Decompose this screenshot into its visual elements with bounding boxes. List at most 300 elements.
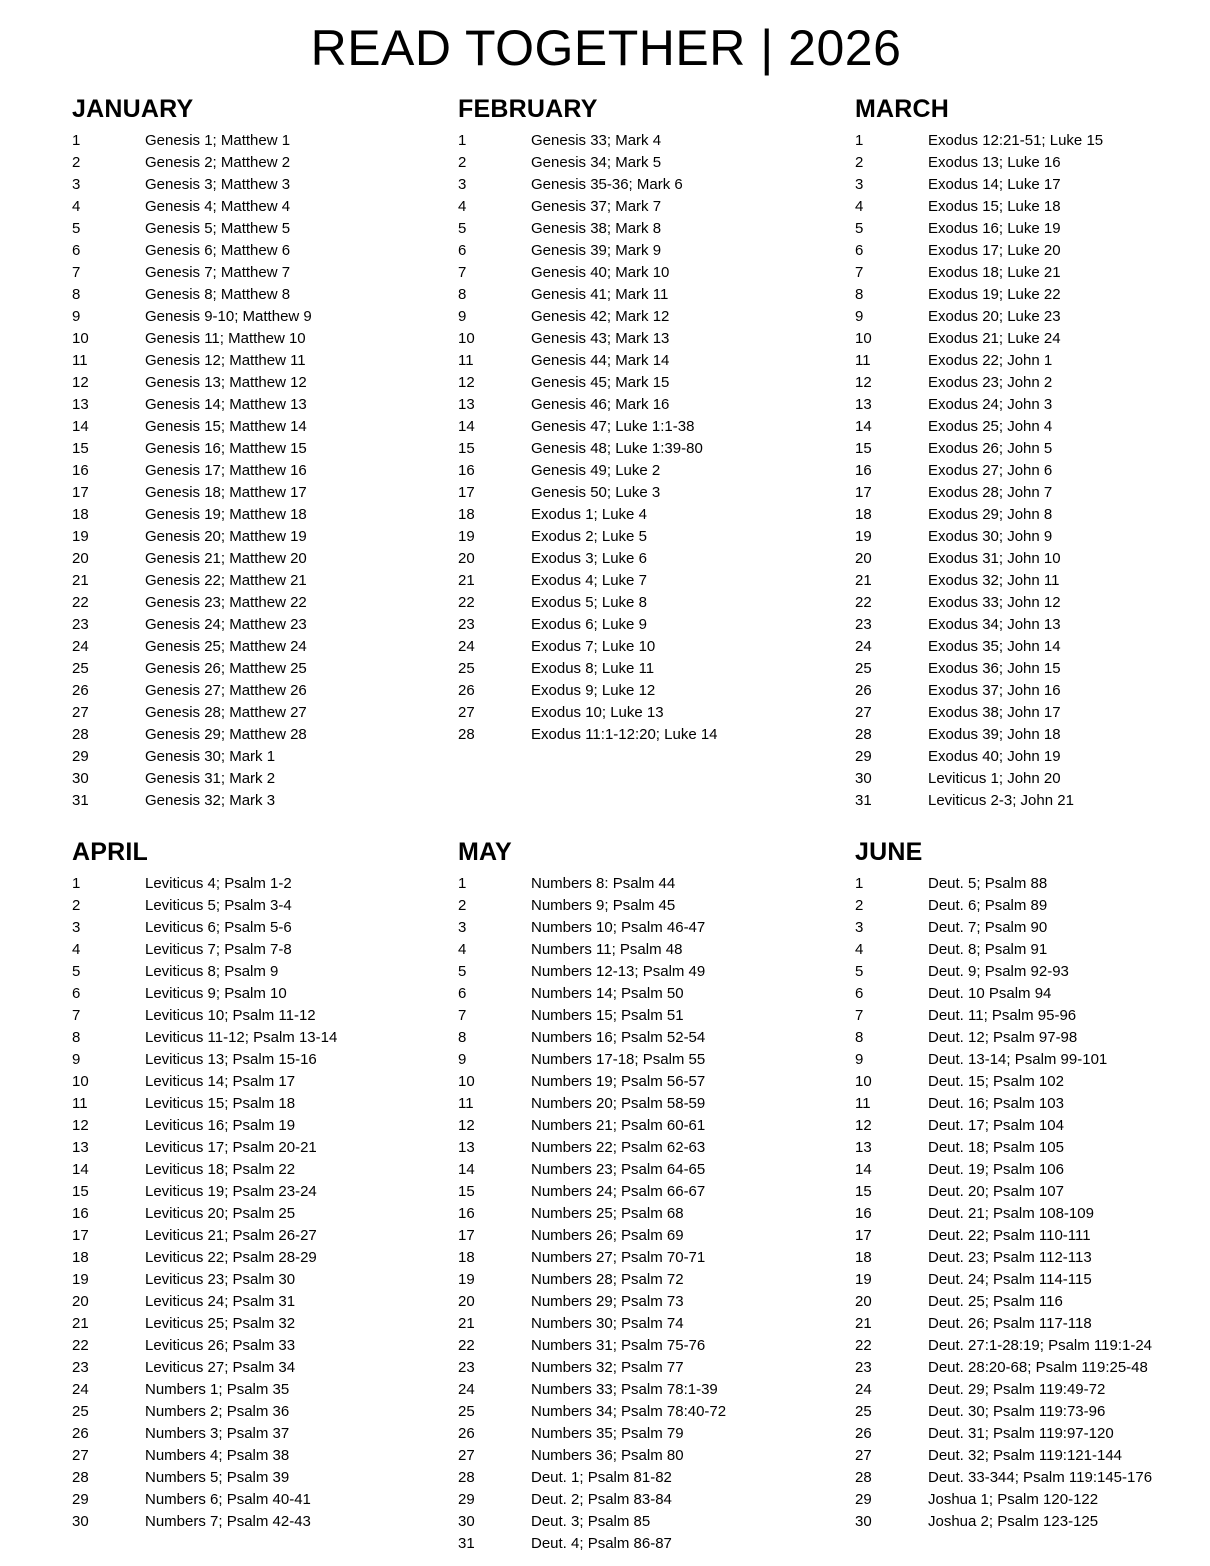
day-number: 23 — [458, 616, 475, 633]
reading-text: Numbers 21; Psalm 60-61 — [531, 1117, 706, 1134]
day-number: 10 — [72, 330, 89, 347]
month-block-march — [855, 96, 1170, 839]
reading-text: Numbers 7; Psalm 42-43 — [145, 1513, 311, 1530]
day-number: 15 — [458, 440, 475, 457]
day-number: 4 — [855, 941, 864, 958]
reading-row — [855, 1225, 1170, 1247]
reading-row — [855, 702, 1170, 724]
reading-row — [72, 130, 458, 152]
reading-row — [458, 1445, 855, 1467]
reading-text: Leviticus 23; Psalm 30 — [145, 1271, 296, 1288]
reading-text: Genesis 13; Matthew 12 — [145, 374, 307, 391]
day-number: 3 — [855, 919, 864, 936]
reading-text: Genesis 7; Matthew 7 — [145, 264, 291, 281]
reading-row — [855, 262, 1170, 284]
reading-text: Genesis 38; Mark 8 — [531, 220, 662, 237]
reading-row — [72, 917, 458, 939]
reading-row — [855, 1445, 1170, 1467]
reading-row — [458, 724, 855, 746]
reading-text: Exodus 14; Luke 17 — [928, 176, 1061, 193]
reading-text: Genesis 37; Mark 7 — [531, 198, 662, 215]
reading-text: Exodus 34; John 13 — [928, 616, 1061, 633]
day-number: 7 — [855, 1007, 864, 1024]
day-number: 31 — [855, 792, 872, 809]
day-number: 17 — [855, 484, 872, 501]
reading-text: Leviticus 16; Psalm 19 — [145, 1117, 296, 1134]
reading-text: Genesis 3; Matthew 3 — [145, 176, 291, 193]
reading-row — [855, 1203, 1170, 1225]
reading-row — [855, 1379, 1170, 1401]
day-number: 28 — [72, 726, 89, 743]
reading-text: Genesis 18; Matthew 17 — [145, 484, 307, 501]
day-number: 5 — [855, 963, 864, 980]
reading-row — [458, 895, 855, 917]
reading-row — [855, 1093, 1170, 1115]
reading-row — [72, 460, 458, 482]
reading-text: Deut. 21; Psalm 108-109 — [928, 1205, 1094, 1222]
day-number: 9 — [72, 1051, 81, 1068]
reading-text: Leviticus 26; Psalm 33 — [145, 1337, 296, 1354]
reading-row — [72, 790, 458, 812]
reading-text: Deut. 22; Psalm 110-111 — [928, 1227, 1091, 1244]
reading-text: Genesis 1; Matthew 1 — [145, 132, 291, 149]
reading-text: Deut. 26; Psalm 117-118 — [928, 1315, 1092, 1332]
reading-text: Genesis 45; Mark 15 — [531, 374, 670, 391]
reading-text: Leviticus 14; Psalm 17 — [145, 1073, 296, 1090]
day-number: 15 — [855, 440, 872, 457]
reading-row — [458, 1225, 855, 1247]
reading-row — [72, 372, 458, 394]
reading-text: Exodus 22; John 1 — [928, 352, 1053, 369]
reading-text: Genesis 30; Mark 1 — [145, 748, 276, 765]
reading-row — [72, 526, 458, 548]
reading-text: Deut. 27:1-28:19; Psalm 119:1-24 — [928, 1337, 1153, 1354]
reading-row — [458, 218, 855, 240]
day-number: 26 — [855, 682, 872, 699]
day-number: 22 — [72, 1337, 89, 1354]
day-number: 11 — [458, 1095, 474, 1112]
day-number: 1 — [458, 875, 467, 892]
reading-row — [458, 592, 855, 614]
reading-text: Genesis 40; Mark 10 — [531, 264, 670, 281]
reading-row — [72, 1071, 458, 1093]
day-number: 20 — [855, 1293, 872, 1310]
reading-row — [458, 636, 855, 658]
reading-row — [72, 1247, 458, 1269]
page-title: READ TOGETHER | 2026 — [310, 20, 902, 76]
day-number: 24 — [72, 1381, 89, 1398]
reading-row — [72, 1511, 458, 1533]
day-number: 9 — [72, 308, 81, 325]
day-number: 7 — [855, 264, 864, 281]
reading-row — [72, 284, 458, 306]
reading-row — [855, 350, 1170, 372]
reading-row — [855, 1071, 1170, 1093]
reading-row — [72, 939, 458, 961]
day-number: 1 — [458, 132, 467, 149]
day-number: 16 — [458, 1205, 475, 1222]
day-number: 1 — [855, 875, 864, 892]
reading-row — [72, 895, 458, 917]
day-number: 11 — [855, 352, 871, 369]
reading-row — [855, 658, 1170, 680]
reading-text: Numbers 8: Psalm 44 — [531, 875, 676, 892]
reading-row — [72, 1379, 458, 1401]
day-number: 15 — [855, 1183, 872, 1200]
day-number: 29 — [72, 748, 89, 765]
reading-text: Numbers 27; Psalm 70-71 — [531, 1249, 706, 1266]
reading-text: Numbers 12-13; Psalm 49 — [531, 963, 706, 980]
reading-text: Deut. 19; Psalm 106 — [928, 1161, 1064, 1178]
month-entries — [458, 130, 855, 746]
day-number: 12 — [72, 1117, 89, 1134]
reading-text: Exodus 38; John 17 — [928, 704, 1061, 721]
day-number: 2 — [72, 897, 81, 914]
day-number: 3 — [72, 176, 81, 193]
month-block-february — [458, 96, 855, 839]
reading-text: Deut. 10 Psalm 94 — [928, 985, 1052, 1002]
day-number: 8 — [72, 1029, 81, 1046]
reading-row — [72, 1335, 458, 1357]
reading-text: Numbers 36; Psalm 80 — [531, 1447, 684, 1464]
reading-row — [72, 961, 458, 983]
reading-text: Exodus 24; John 3 — [928, 396, 1053, 413]
day-number: 12 — [855, 1117, 872, 1134]
reading-text: Leviticus 20; Psalm 25 — [145, 1205, 296, 1222]
day-number: 3 — [855, 176, 864, 193]
reading-row — [72, 592, 458, 614]
day-number: 23 — [458, 1359, 475, 1376]
reading-text: Exodus 40; John 19 — [928, 748, 1061, 765]
day-number: 19 — [855, 528, 872, 545]
day-number: 5 — [458, 220, 467, 237]
reading-text: Numbers 14; Psalm 50 — [531, 985, 684, 1002]
reading-text: Genesis 22; Matthew 21 — [145, 572, 307, 589]
reading-row — [72, 1269, 458, 1291]
reading-row — [72, 570, 458, 592]
reading-text: Genesis 6; Matthew 6 — [145, 242, 291, 259]
day-number: 3 — [458, 176, 467, 193]
reading-text: Exodus 33; John 12 — [928, 594, 1061, 611]
reading-text: Deut. 25; Psalm 116 — [928, 1293, 1063, 1310]
reading-row — [72, 1181, 458, 1203]
reading-row — [855, 306, 1170, 328]
day-number: 13 — [458, 396, 475, 413]
reading-text: Leviticus 13; Psalm 15-16 — [145, 1051, 317, 1068]
day-number: 26 — [855, 1425, 872, 1442]
day-number: 18 — [855, 506, 872, 523]
day-number: 8 — [855, 1029, 864, 1046]
reading-row — [72, 1203, 458, 1225]
reading-row — [855, 1247, 1170, 1269]
month-entries — [855, 873, 1170, 1533]
day-number: 25 — [72, 1403, 89, 1420]
month-header: APRIL — [72, 838, 148, 866]
reading-row — [458, 1115, 855, 1137]
reading-text: Joshua 2; Psalm 123-125 — [928, 1513, 1099, 1530]
reading-text: Exodus 1; Luke 4 — [531, 506, 647, 523]
reading-text: Exodus 23; John 2 — [928, 374, 1053, 391]
day-number: 18 — [458, 506, 475, 523]
reading-row — [72, 218, 458, 240]
reading-row — [458, 1379, 855, 1401]
reading-row — [855, 130, 1170, 152]
day-number: 21 — [458, 572, 475, 589]
day-number: 6 — [855, 985, 864, 1002]
reading-text: Numbers 9; Psalm 45 — [531, 897, 676, 914]
day-number: 29 — [72, 1491, 89, 1508]
reading-row — [458, 1467, 855, 1489]
reading-text: Numbers 11; Psalm 48 — [531, 941, 683, 958]
day-number: 11 — [72, 1095, 88, 1112]
day-number: 22 — [458, 594, 475, 611]
day-number: 22 — [458, 1337, 475, 1354]
day-number: 14 — [855, 1161, 872, 1178]
reading-text: Genesis 48; Luke 1:39-80 — [531, 440, 703, 457]
reading-text: Exodus 35; John 14 — [928, 638, 1061, 655]
reading-row — [855, 548, 1170, 570]
reading-text: Leviticus 18; Psalm 22 — [145, 1161, 296, 1178]
reading-text: Exodus 20; Luke 23 — [928, 308, 1061, 325]
day-number: 16 — [72, 462, 89, 479]
reading-row — [458, 1049, 855, 1071]
month-header: MARCH — [855, 95, 950, 123]
day-number: 7 — [458, 1007, 467, 1024]
reading-text: Deut. 1; Psalm 81-82 — [531, 1469, 672, 1486]
day-number: 17 — [855, 1227, 872, 1244]
reading-text: Leviticus 2-3; John 21 — [928, 792, 1074, 809]
months-grid — [72, 96, 1170, 1555]
day-number: 23 — [72, 1359, 89, 1376]
reading-text: Deut. 15; Psalm 102 — [928, 1073, 1064, 1090]
day-number: 2 — [458, 154, 467, 171]
reading-text: Exodus 32; John 11 — [928, 572, 1060, 589]
reading-row — [458, 961, 855, 983]
day-number: 23 — [72, 616, 89, 633]
day-number: 25 — [855, 1403, 872, 1420]
reading-row — [458, 983, 855, 1005]
reading-text: Exodus 4; Luke 7 — [531, 572, 647, 589]
reading-row — [855, 526, 1170, 548]
reading-text: Genesis 4; Matthew 4 — [145, 198, 291, 215]
reading-row — [72, 1159, 458, 1181]
reading-row — [458, 328, 855, 350]
day-number: 24 — [855, 1381, 872, 1398]
day-number: 10 — [855, 330, 872, 347]
day-number: 22 — [855, 594, 872, 611]
reading-row — [458, 482, 855, 504]
day-number: 16 — [855, 462, 872, 479]
reading-text: Numbers 20; Psalm 58-59 — [531, 1095, 706, 1112]
day-number: 20 — [72, 1293, 89, 1310]
reading-text: Genesis 26; Matthew 25 — [145, 660, 307, 677]
reading-row — [72, 658, 458, 680]
reading-row — [855, 1511, 1170, 1533]
reading-row — [855, 196, 1170, 218]
reading-row — [855, 1423, 1170, 1445]
reading-text: Exodus 15; Luke 18 — [928, 198, 1061, 215]
day-number: 17 — [458, 484, 475, 501]
day-number: 12 — [855, 374, 872, 391]
reading-row — [458, 262, 855, 284]
reading-text: Genesis 34; Mark 5 — [531, 154, 662, 171]
reading-text: Exodus 3; Luke 6 — [531, 550, 647, 567]
reading-text: Numbers 28; Psalm 72 — [531, 1271, 684, 1288]
reading-row — [458, 658, 855, 680]
day-number: 13 — [72, 1139, 89, 1156]
day-number: 18 — [72, 506, 89, 523]
reading-text: Numbers 10; Psalm 46-47 — [531, 919, 706, 936]
day-number: 6 — [458, 242, 467, 259]
reading-row — [458, 1511, 855, 1533]
reading-text: Genesis 15; Matthew 14 — [145, 418, 307, 435]
reading-row — [855, 636, 1170, 658]
reading-text: Deut. 31; Psalm 119:97-120 — [928, 1425, 1114, 1442]
reading-row — [458, 1181, 855, 1203]
reading-row — [72, 548, 458, 570]
reading-row — [72, 1401, 458, 1423]
reading-row — [855, 1401, 1170, 1423]
reading-text: Joshua 1; Psalm 120-122 — [928, 1491, 1099, 1508]
reading-text: Genesis 31; Mark 2 — [145, 770, 276, 787]
reading-text: Genesis 32; Mark 3 — [145, 792, 276, 809]
reading-row — [855, 1005, 1170, 1027]
day-number: 28 — [855, 726, 872, 743]
reading-row — [72, 702, 458, 724]
reading-text: Genesis 41; Mark 11 — [531, 286, 669, 303]
reading-text: Deut. 30; Psalm 119:73-96 — [928, 1403, 1106, 1420]
day-number: 20 — [458, 1293, 475, 1310]
day-number: 4 — [458, 941, 467, 958]
reading-row — [72, 504, 458, 526]
reading-row — [72, 394, 458, 416]
day-number: 29 — [855, 1491, 872, 1508]
reading-text: Genesis 16; Matthew 15 — [145, 440, 307, 457]
reading-text: Genesis 8; Matthew 8 — [145, 286, 291, 303]
reading-row — [72, 174, 458, 196]
reading-row — [458, 1335, 855, 1357]
day-number: 24 — [458, 1381, 475, 1398]
reading-row — [458, 1027, 855, 1049]
day-number: 21 — [72, 1315, 89, 1332]
reading-row — [855, 1357, 1170, 1379]
day-number: 6 — [72, 985, 81, 1002]
reading-row — [855, 1291, 1170, 1313]
reading-row — [458, 284, 855, 306]
reading-row — [72, 724, 458, 746]
reading-row — [855, 504, 1170, 526]
day-number: 16 — [855, 1205, 872, 1222]
day-number: 20 — [72, 550, 89, 567]
day-number: 5 — [458, 963, 467, 980]
reading-text: Deut. 7; Psalm 90 — [928, 919, 1048, 936]
reading-text: Exodus 5; Luke 8 — [531, 594, 647, 611]
reading-text: Exodus 25; John 4 — [928, 418, 1053, 435]
reading-text: Leviticus 9; Psalm 10 — [145, 985, 287, 1002]
reading-text: Deut. 6; Psalm 89 — [928, 897, 1048, 914]
month-header: FEBRUARY — [458, 95, 598, 123]
reading-text: Exodus 7; Luke 10 — [531, 638, 656, 655]
day-number: 16 — [458, 462, 475, 479]
reading-text: Numbers 34; Psalm 78:40-72 — [531, 1403, 727, 1420]
reading-text: Genesis 47; Luke 1:1-38 — [531, 418, 695, 435]
day-number: 23 — [855, 616, 872, 633]
reading-row — [72, 416, 458, 438]
reading-row — [855, 1467, 1170, 1489]
reading-text: Numbers 19; Psalm 56-57 — [531, 1073, 706, 1090]
day-number: 27 — [458, 1447, 475, 1464]
reading-row — [458, 1291, 855, 1313]
day-number: 24 — [855, 638, 872, 655]
day-number: 8 — [458, 286, 467, 303]
reading-text: Numbers 24; Psalm 66-67 — [531, 1183, 706, 1200]
month-header: JUNE — [855, 838, 923, 866]
reading-text: Numbers 32; Psalm 77 — [531, 1359, 684, 1376]
reading-text: Genesis 49; Luke 2 — [531, 462, 661, 479]
day-number: 9 — [458, 308, 467, 325]
reading-row — [458, 174, 855, 196]
reading-text: Deut. 12; Psalm 97-98 — [928, 1029, 1078, 1046]
reading-row — [458, 350, 855, 372]
day-number: 20 — [855, 550, 872, 567]
reading-text: Genesis 50; Luke 3 — [531, 484, 661, 501]
day-number: 9 — [855, 308, 864, 325]
reading-row — [458, 460, 855, 482]
reading-row — [855, 1049, 1170, 1071]
reading-text: Leviticus 25; Psalm 32 — [145, 1315, 296, 1332]
day-number: 19 — [458, 1271, 475, 1288]
day-number: 14 — [72, 418, 89, 435]
day-number: 28 — [458, 1469, 475, 1486]
reading-text: Exodus 9; Luke 12 — [531, 682, 656, 699]
day-number: 7 — [72, 264, 81, 281]
day-number: 19 — [855, 1271, 872, 1288]
reading-row — [72, 1291, 458, 1313]
reading-text: Exodus 19; Luke 22 — [928, 286, 1061, 303]
reading-text: Exodus 29; John 8 — [928, 506, 1053, 523]
reading-row — [72, 482, 458, 504]
day-number: 30 — [855, 1513, 872, 1530]
day-number: 10 — [458, 1073, 475, 1090]
reading-text: Exodus 36; John 15 — [928, 660, 1061, 677]
reading-row — [72, 1489, 458, 1511]
day-number: 27 — [855, 704, 872, 721]
reading-text: Numbers 31; Psalm 75-76 — [531, 1337, 706, 1354]
day-number: 21 — [72, 572, 89, 589]
reading-text: Deut. 18; Psalm 105 — [928, 1139, 1064, 1156]
reading-row — [72, 152, 458, 174]
reading-text: Genesis 23; Matthew 22 — [145, 594, 307, 611]
reading-row — [855, 394, 1170, 416]
reading-row — [458, 504, 855, 526]
reading-text: Deut. 3; Psalm 85 — [531, 1513, 651, 1530]
reading-text: Numbers 15; Psalm 51 — [531, 1007, 684, 1024]
day-number: 8 — [72, 286, 81, 303]
day-number: 6 — [458, 985, 467, 1002]
day-number: 28 — [855, 1469, 872, 1486]
day-number: 4 — [72, 198, 81, 215]
reading-text: Deut. 32; Psalm 119:121-144 — [928, 1447, 1123, 1464]
month-block-january — [72, 96, 458, 839]
day-number: 27 — [855, 1447, 872, 1464]
reading-row — [72, 1005, 458, 1027]
reading-row — [458, 438, 855, 460]
reading-text: Numbers 17-18; Psalm 55 — [531, 1051, 706, 1068]
day-number: 25 — [855, 660, 872, 677]
day-number: 22 — [72, 594, 89, 611]
reading-text: Leviticus 17; Psalm 20-21 — [145, 1139, 317, 1156]
reading-row — [855, 218, 1170, 240]
